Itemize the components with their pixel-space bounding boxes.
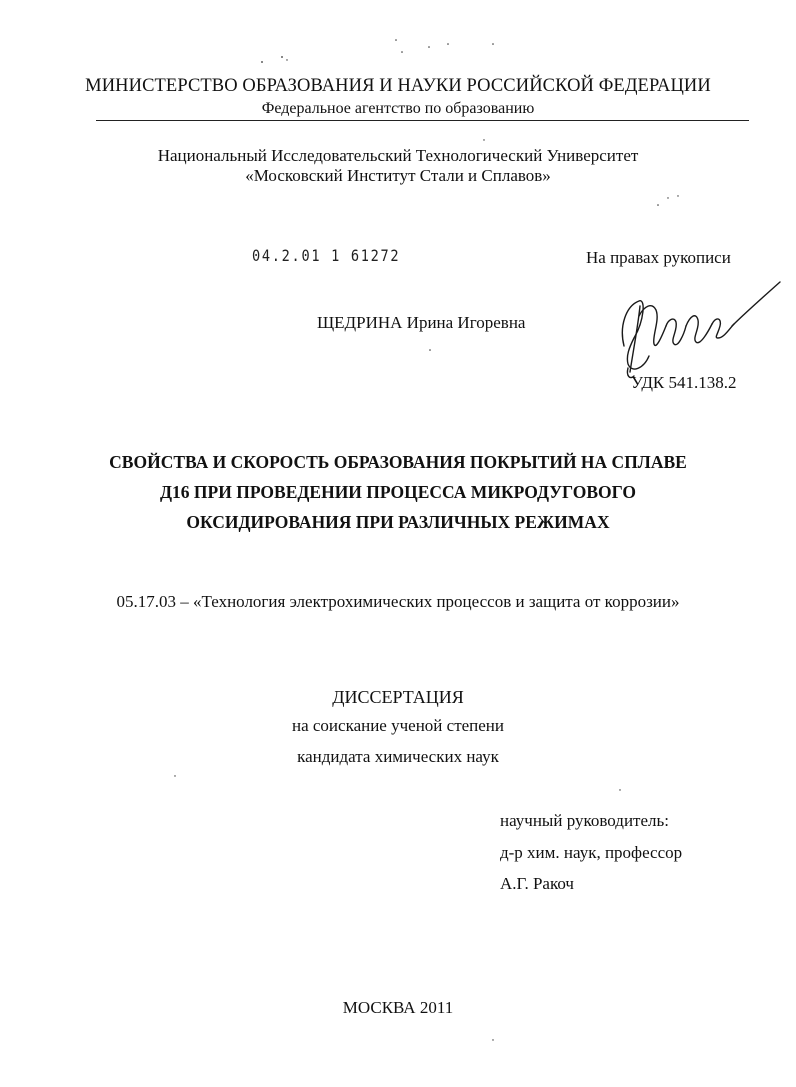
degree-line-1: на соискание ученой степени [291,716,505,735]
registration-number: 04.2.01 1 61272 [252,246,401,265]
city-year: МОСКВА 2011 [342,998,454,1017]
dissertation-title [0,447,796,537]
advisor-rank: д-р хим. наук, профессор [500,843,683,862]
agency-name: Федеральное агентство по образованию [261,100,535,117]
ministry-name: МИНИСТЕРСТВО ОБРАЗОВАНИЯ И НАУКИ РОССИЙСКОЙ ФЕДЕРАЦИИ [85,76,711,96]
title-line-3: ОКСИДИРОВАНИЯ ПРИ РАЗЛИЧНЫХ РЕЖИМАХ [186,512,610,532]
advisor-name: А.Г. Ракоч [500,874,574,893]
udk-code: УДК 541.138.2 [631,373,737,392]
specialty-code: 05.17.03 – «Технология электрохимических процессов и защита от коррозии» [116,592,680,611]
author-name: ЩЕДРИНА Ирина Игоревна [317,313,526,332]
degree-line-2: кандидата химических наук [297,747,499,766]
title-line-2: Д16 ПРИ ПРОВЕДЕНИИ ПРОЦЕССА МИКРОДУГОВОГО [160,482,636,502]
university-name-line1: Национальный Исследовательский Технологический Университет [157,146,639,165]
title-line-1: СВОЙСТВА И СКОРОСТЬ ОБРАЗОВАНИЯ ПОКРЫТИЙ НА СПЛАВЕ [109,452,687,472]
document-type-heading: ДИССЕРТАЦИЯ [332,687,464,707]
header-divider [96,120,749,121]
manuscript-rights-label: На правах рукописи [586,248,731,267]
advisor-label: научный руководитель: [500,811,669,830]
university-name-line2: «Московский Институт Стали и Сплавов» [245,166,551,185]
